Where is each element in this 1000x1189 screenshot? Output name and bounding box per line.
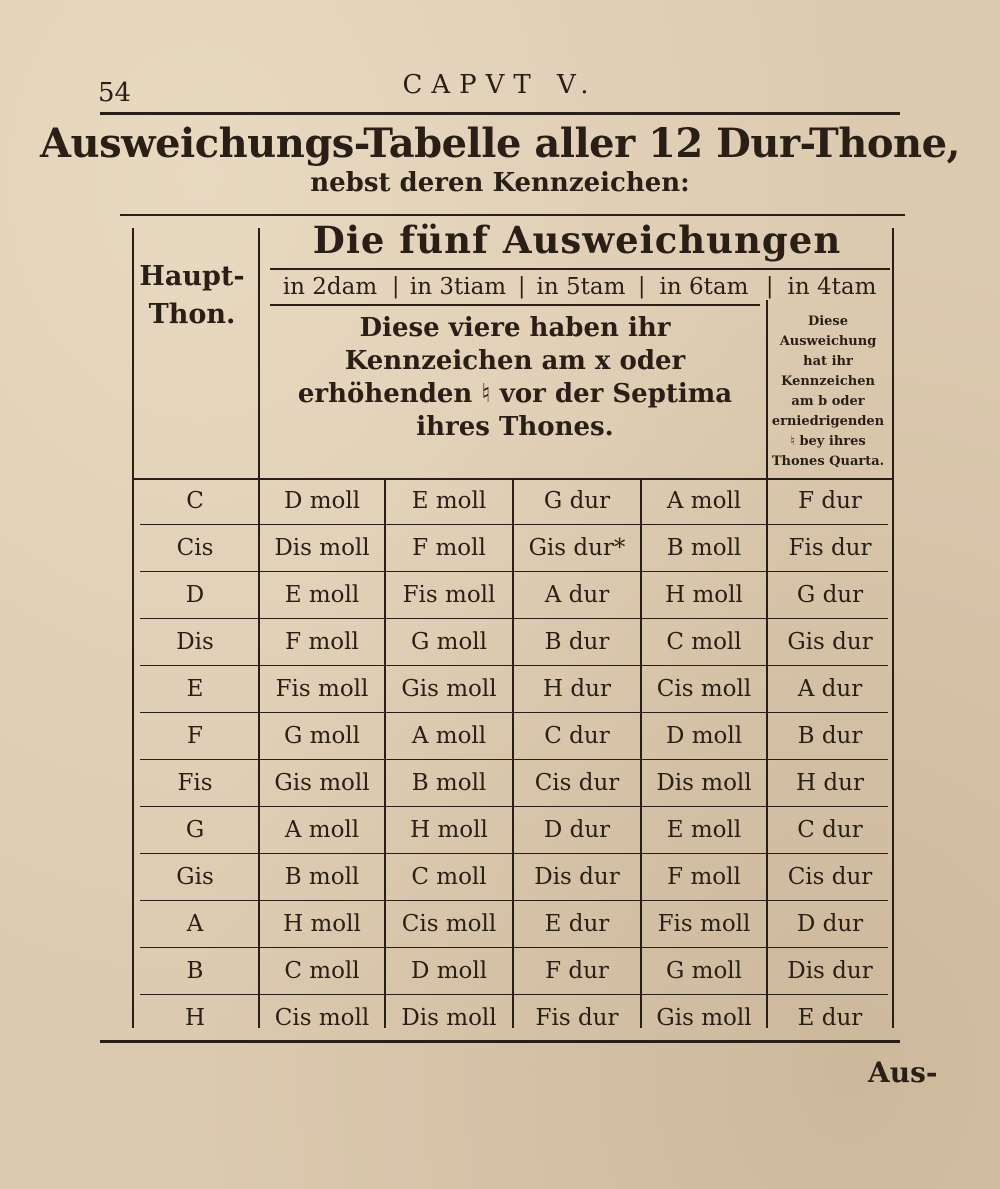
col-separator: | — [766, 274, 774, 299]
main-tone-cell: E — [186, 676, 204, 702]
modulation-cell: E dur — [797, 1005, 863, 1031]
modulation-cell: Cis dur — [787, 864, 873, 890]
modulation-cell: A moll — [666, 488, 742, 514]
modulation-cell: D dur — [543, 817, 611, 843]
modulation-cell: B moll — [411, 770, 487, 796]
modulation-cell: E dur — [544, 911, 610, 937]
modulation-cell: D dur — [796, 911, 864, 937]
modulation-cell: A moll — [284, 817, 360, 843]
modulation-cell: C moll — [411, 864, 487, 890]
col-label-6tam: in 6tam — [659, 274, 749, 300]
main-tone-cell: F — [187, 723, 203, 749]
main-tone-cell: D — [185, 582, 205, 608]
row-divider — [140, 618, 888, 619]
header-rule — [100, 112, 900, 115]
title-rule — [120, 214, 905, 216]
page-title: Ausweichungs-Tabelle aller 12 Dur-Thone, — [40, 120, 960, 167]
modulation-cell: C dur — [797, 817, 863, 843]
modulation-cell: E moll — [411, 488, 487, 514]
modulation-cell: B dur — [797, 723, 863, 749]
modulation-cell: F moll — [285, 629, 359, 655]
modulation-cell: Cis moll — [401, 911, 497, 937]
modulation-cell: H dur — [796, 770, 864, 796]
row-divider — [140, 806, 888, 807]
modulation-cell: Fis moll — [402, 582, 496, 608]
page-number: 54 — [98, 78, 132, 108]
modulation-cell: Gis moll — [401, 676, 497, 702]
modulation-cell: F dur — [545, 958, 609, 984]
row-divider — [140, 524, 888, 525]
col-separator: | — [392, 274, 400, 299]
modulation-cell: Gis dur* — [528, 535, 626, 561]
modulation-cell: B dur — [544, 629, 610, 655]
modulation-cell: H moll — [283, 911, 361, 937]
modulation-cell: Gis moll — [274, 770, 370, 796]
modulation-cell: Dis moll — [401, 1005, 497, 1031]
modulation-cell: Dis moll — [656, 770, 752, 796]
main-tone-cell: C — [186, 488, 204, 514]
page-subtitle: nebst deren Kennzeichen: — [310, 168, 690, 198]
main-tone-cell: Dis — [176, 629, 214, 655]
col-label-4tam: in 4tam — [787, 274, 877, 300]
modulation-cell: Cis dur — [534, 770, 620, 796]
modulation-cell: G dur — [543, 488, 611, 514]
col-separator: | — [518, 274, 526, 299]
col-label-5tam: in 5tam — [536, 274, 626, 300]
row-divider — [140, 853, 888, 854]
row-divider — [140, 712, 888, 713]
row-divider — [140, 665, 888, 666]
modulation-cell: Cis moll — [274, 1005, 370, 1031]
catchword: Aus- — [868, 1056, 938, 1089]
modulation-cell: D moll — [665, 723, 743, 749]
running-header: CAPVT V. — [402, 70, 598, 100]
modulation-cell: Cis moll — [656, 676, 752, 702]
modulation-cell: A dur — [544, 582, 610, 608]
col-label-2dam: in 2dam — [282, 274, 378, 300]
modulation-cell: G moll — [665, 958, 743, 984]
modulation-cell: F moll — [667, 864, 741, 890]
modulation-cell: H dur — [543, 676, 611, 702]
modulation-cell: E moll — [284, 582, 360, 608]
modulation-cell: E moll — [666, 817, 742, 843]
row-divider — [140, 994, 888, 995]
main-tone-header: Haupt-Thon. — [139, 261, 245, 330]
modulation-cell: D moll — [410, 958, 488, 984]
row-divider — [140, 571, 888, 572]
modulation-cell: G moll — [410, 629, 488, 655]
modulation-cell: Dis dur — [787, 958, 873, 984]
modulation-cell: Fis dur — [535, 1005, 619, 1031]
main-tone-cell: Fis — [177, 770, 213, 796]
modulation-cell: Fis dur — [788, 535, 872, 561]
main-tone-cell: H — [184, 1005, 206, 1031]
modulation-cell: F moll — [412, 535, 486, 561]
modulation-cell: B moll — [666, 535, 742, 561]
modulation-cell: Fis moll — [275, 676, 369, 702]
main-tone-cell: Cis — [176, 535, 214, 561]
modulation-cell: H moll — [665, 582, 743, 608]
note-first-four: Diese viere haben ihr Kennzeichen am x oder erhöhenden ♮ vor der Septima ihres Thones. — [297, 313, 733, 442]
modulation-cell: A dur — [797, 676, 863, 702]
modulation-cell: C moll — [666, 629, 742, 655]
modulation-cell: Fis moll — [657, 911, 751, 937]
main-tone-cell: Gis — [176, 864, 214, 890]
modulation-cell: B moll — [284, 864, 360, 890]
note-fifth: Diese Ausweichung hat ihr Kennzeichen am b oder erniedrigenden ♮ bey ihres Thones Quarta. — [771, 314, 885, 469]
col-label-rule — [270, 304, 760, 306]
modulation-cell: F dur — [798, 488, 862, 514]
table-right-border — [892, 228, 894, 1028]
modulation-cell: D moll — [283, 488, 361, 514]
modulation-cell: G dur — [796, 582, 864, 608]
modulation-cell: A moll — [411, 723, 487, 749]
row-divider — [140, 947, 888, 948]
main-tone-cell: A — [186, 911, 204, 937]
main-tone-cell: B — [186, 958, 204, 984]
col-separator: | — [638, 274, 646, 299]
row-divider — [140, 759, 888, 760]
modulation-cell: C dur — [544, 723, 610, 749]
modulation-cell: Dis dur — [534, 864, 620, 890]
group-header: Die fünf Ausweichungen — [312, 218, 842, 262]
modulation-cell: C moll — [284, 958, 360, 984]
group-header-rule — [270, 268, 890, 270]
main-tone-cell: G — [185, 817, 205, 843]
modulation-cell: H moll — [410, 817, 488, 843]
col-label-3tiam: in 3tiam — [409, 274, 507, 300]
row-divider — [140, 900, 888, 901]
modulation-cell: G moll — [283, 723, 361, 749]
modulation-cell: Gis moll — [656, 1005, 752, 1031]
modulation-cell: Gis dur — [787, 629, 873, 655]
modulation-cell: Dis moll — [274, 535, 370, 561]
